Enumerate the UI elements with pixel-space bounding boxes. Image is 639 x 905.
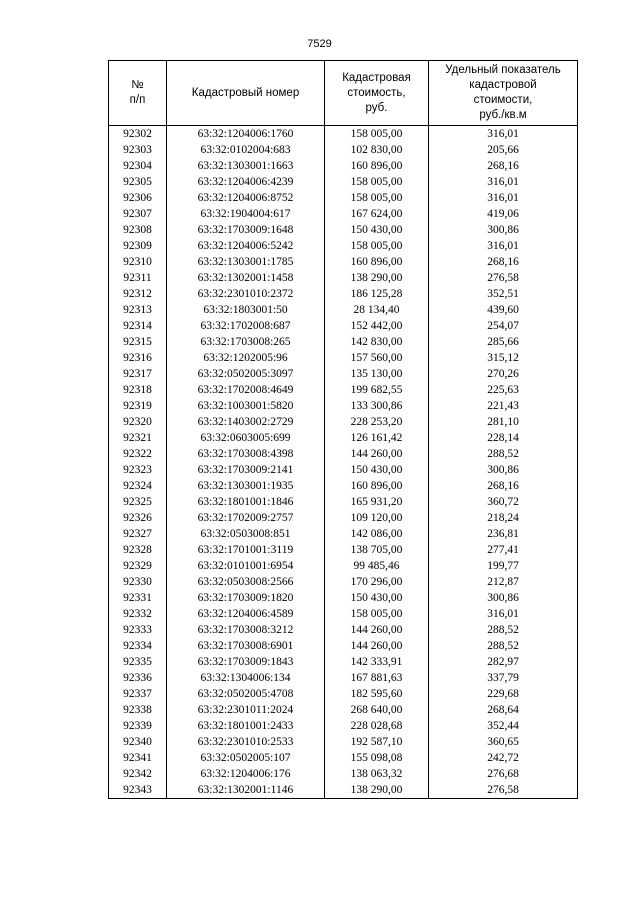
table-row	[109, 622, 578, 638]
cadastral-number-cell: 63:32:1904004:617	[167, 206, 325, 222]
specific-value-cell: 337,79	[429, 670, 578, 686]
cadastral-number-cell: 63:32:1403002:2729	[167, 414, 325, 430]
row-number-cell: 92308	[109, 222, 167, 238]
table-header-row	[109, 61, 578, 126]
cadastral-number-cell: 63:32:1204006:4239	[167, 174, 325, 190]
row-number-cell: 92318	[109, 382, 167, 398]
row-number-cell: 92315	[109, 334, 167, 350]
table-row	[109, 174, 578, 190]
table-row	[109, 190, 578, 206]
cadastral-value-cell: 142 086,00	[325, 526, 429, 542]
header-specific-value-line: стоимости,	[473, 94, 533, 106]
table-row	[109, 638, 578, 654]
row-number-cell: 92307	[109, 206, 167, 222]
cadastral-value-cell: 199 682,55	[325, 382, 429, 398]
table-row	[109, 334, 578, 350]
row-number-cell: 92336	[109, 670, 167, 686]
row-number-cell: 92337	[109, 686, 167, 702]
cadastral-number-cell: 63:32:1303001:1785	[167, 254, 325, 270]
row-number-cell: 92304	[109, 158, 167, 174]
specific-value-cell: 270,26	[429, 366, 578, 382]
cadastral-value-cell: 142 333,91	[325, 654, 429, 670]
table-row	[109, 510, 578, 526]
cadastral-number-cell: 63:32:1703009:1843	[167, 654, 325, 670]
cadastral-number-cell: 63:32:1204006:176	[167, 766, 325, 782]
specific-value-cell: 360,72	[429, 494, 578, 510]
cadastral-number-cell: 63:32:1303001:1663	[167, 158, 325, 174]
specific-value-cell: 288,52	[429, 622, 578, 638]
specific-value-cell: 212,87	[429, 574, 578, 590]
table-row	[109, 494, 578, 510]
row-number-cell: 92334	[109, 638, 167, 654]
row-number-cell: 92316	[109, 350, 167, 366]
specific-value-cell: 276,68	[429, 766, 578, 782]
cadastral-number-cell: 63:32:1801001:2433	[167, 718, 325, 734]
row-number-cell: 92305	[109, 174, 167, 190]
cadastral-value-cell: 150 430,00	[325, 590, 429, 606]
table-row	[109, 542, 578, 558]
cadastral-value-cell: 158 005,00	[325, 190, 429, 206]
header-row-number-line: №	[131, 79, 144, 91]
cadastral-number-cell: 63:32:1204006:1760	[167, 126, 325, 143]
cadastral-number-cell: 63:32:0502005:107	[167, 750, 325, 766]
row-number-cell: 92319	[109, 398, 167, 414]
cadastral-value-cell: 28 134,40	[325, 302, 429, 318]
specific-value-cell: 205,66	[429, 142, 578, 158]
table-row	[109, 254, 578, 270]
specific-value-cell: 352,51	[429, 286, 578, 302]
cadastral-number-cell: 63:32:1304006:134	[167, 670, 325, 686]
specific-value-cell: 360,65	[429, 734, 578, 750]
table-row	[109, 558, 578, 574]
table-row	[109, 430, 578, 446]
table-row	[109, 478, 578, 494]
row-number-cell: 92324	[109, 478, 167, 494]
table-row	[109, 590, 578, 606]
cadastral-value-cell: 158 005,00	[325, 238, 429, 254]
cadastral-number-cell: 63:32:0101001:6954	[167, 558, 325, 574]
cadastral-value-cell: 99 485,46	[325, 558, 429, 574]
row-number-cell: 92325	[109, 494, 167, 510]
cadastral-number-cell: 63:32:0102004:683	[167, 142, 325, 158]
row-number-cell: 92306	[109, 190, 167, 206]
header-cadastral-value-line: Кадастровая	[342, 71, 411, 84]
cadastral-value-cell: 192 587,10	[325, 734, 429, 750]
header-specific-value	[429, 61, 578, 126]
specific-value-cell: 300,86	[429, 462, 578, 478]
cadastral-number-cell: 63:32:1204006:5242	[167, 238, 325, 254]
row-number-cell: 92328	[109, 542, 167, 558]
specific-value-cell: 281,10	[429, 414, 578, 430]
cadastral-value-cell: 167 881,63	[325, 670, 429, 686]
cadastral-number-cell: 63:32:2301010:2533	[167, 734, 325, 750]
specific-value-cell: 316,01	[429, 190, 578, 206]
cadastral-value-cell: 170 296,00	[325, 574, 429, 590]
cadastral-value-cell: 144 260,00	[325, 638, 429, 654]
specific-value-cell: 277,41	[429, 542, 578, 558]
header-row-number-line: п/п	[129, 94, 146, 106]
cadastral-value-cell: 102 830,00	[325, 142, 429, 158]
row-number-cell: 92320	[109, 414, 167, 430]
table-row	[109, 126, 578, 143]
row-number-cell: 92341	[109, 750, 167, 766]
cadastral-value-cell: 158 005,00	[325, 174, 429, 190]
specific-value-cell: 236,81	[429, 526, 578, 542]
header-cadastral-value-line: стоимость,	[347, 86, 406, 99]
table-row	[109, 398, 578, 414]
header-specific-value-line: Удельный показатель	[445, 64, 561, 76]
table-row	[109, 462, 578, 478]
table-row	[109, 750, 578, 766]
cadastral-number-cell: 63:32:1703008:265	[167, 334, 325, 350]
cadastral-number-cell: 63:32:1703008:4398	[167, 446, 325, 462]
row-number-cell: 92342	[109, 766, 167, 782]
row-number-cell: 92338	[109, 702, 167, 718]
cadastral-number-cell: 63:32:1702008:687	[167, 318, 325, 334]
table-row	[109, 318, 578, 334]
table-row	[109, 702, 578, 718]
specific-value-cell: 228,14	[429, 430, 578, 446]
specific-value-cell: 282,97	[429, 654, 578, 670]
cadastral-value-cell: 167 624,00	[325, 206, 429, 222]
cadastral-value-cell: 138 705,00	[325, 542, 429, 558]
cadastral-number-cell: 63:32:0502005:4708	[167, 686, 325, 702]
row-number-cell: 92314	[109, 318, 167, 334]
header-specific-value-line: руб./кв.м	[479, 109, 527, 121]
cadastral-number-cell: 63:32:1702008:4649	[167, 382, 325, 398]
specific-value-cell: 268,64	[429, 702, 578, 718]
table-row	[109, 238, 578, 254]
row-number-cell: 92343	[109, 782, 167, 799]
cadastral-number-cell: 63:32:1204006:8752	[167, 190, 325, 206]
specific-value-cell: 276,58	[429, 270, 578, 286]
specific-value-cell: 316,01	[429, 174, 578, 190]
cadastral-number-cell: 63:32:1302001:1146	[167, 782, 325, 799]
row-number-cell: 92309	[109, 238, 167, 254]
table-row	[109, 366, 578, 382]
row-number-cell: 92322	[109, 446, 167, 462]
cadastral-value-cell: 133 300,86	[325, 398, 429, 414]
cadastral-number-cell: 63:32:2301011:2024	[167, 702, 325, 718]
specific-value-cell: 268,16	[429, 254, 578, 270]
table-row	[109, 782, 578, 799]
cadastral-value-cell: 126 161,42	[325, 430, 429, 446]
cadastral-value-cell: 186 125,28	[325, 286, 429, 302]
row-number-cell: 92332	[109, 606, 167, 622]
cadastral-number-cell: 63:32:1303001:1935	[167, 478, 325, 494]
table-row	[109, 654, 578, 670]
row-number-cell: 92326	[109, 510, 167, 526]
specific-value-cell: 242,72	[429, 750, 578, 766]
specific-value-cell: 315,12	[429, 350, 578, 366]
row-number-cell: 92321	[109, 430, 167, 446]
table-row	[109, 286, 578, 302]
header-cadastral-value-line: руб.	[365, 101, 388, 114]
specific-value-cell: 419,06	[429, 206, 578, 222]
table-row	[109, 526, 578, 542]
cadastral-value-cell: 228 028,68	[325, 718, 429, 734]
cadastral-number-cell: 63:32:1703009:1648	[167, 222, 325, 238]
specific-value-cell: 225,63	[429, 382, 578, 398]
table-row	[109, 446, 578, 462]
table-row	[109, 670, 578, 686]
cadastral-value-cell: 268 640,00	[325, 702, 429, 718]
specific-value-cell: 229,68	[429, 686, 578, 702]
cadastral-number-cell: 63:32:1302001:1458	[167, 270, 325, 286]
cadastral-value-cell: 152 442,00	[325, 318, 429, 334]
table-row	[109, 222, 578, 238]
cadastral-number-cell: 63:32:1703009:1820	[167, 590, 325, 606]
row-number-cell: 92313	[109, 302, 167, 318]
row-number-cell: 92329	[109, 558, 167, 574]
specific-value-cell: 316,01	[429, 606, 578, 622]
cadastral-value-cell: 157 560,00	[325, 350, 429, 366]
cadastral-value-cell: 109 120,00	[325, 510, 429, 526]
cadastral-value-cell: 160 896,00	[325, 254, 429, 270]
row-number-cell: 92331	[109, 590, 167, 606]
table-row	[109, 158, 578, 174]
row-number-cell: 92333	[109, 622, 167, 638]
table-row	[109, 414, 578, 430]
specific-value-cell: 439,60	[429, 302, 578, 318]
specific-value-cell: 285,66	[429, 334, 578, 350]
cadastral-value-cell: 160 896,00	[325, 478, 429, 494]
cadastral-value-cell: 138 063,32	[325, 766, 429, 782]
table-row	[109, 606, 578, 622]
cadastral-number-cell: 63:32:1703009:2141	[167, 462, 325, 478]
specific-value-cell: 276,58	[429, 782, 578, 799]
cadastral-value-cell: 135 130,00	[325, 366, 429, 382]
cadastral-number-cell: 63:32:1003001:5820	[167, 398, 325, 414]
cadastral-number-cell: 63:32:1803001:50	[167, 302, 325, 318]
row-number-cell: 92327	[109, 526, 167, 542]
row-number-cell: 92323	[109, 462, 167, 478]
specific-value-cell: 316,01	[429, 238, 578, 254]
cadastral-value-cell: 182 595,60	[325, 686, 429, 702]
row-number-cell: 92335	[109, 654, 167, 670]
cadastral-number-cell: 63:32:0503008:851	[167, 526, 325, 542]
specific-value-cell: 316,01	[429, 126, 578, 143]
cadastral-value-cell: 228 253,20	[325, 414, 429, 430]
specific-value-cell: 199,77	[429, 558, 578, 574]
cadastral-value-table	[108, 60, 578, 799]
table-row	[109, 302, 578, 318]
row-number-cell: 92311	[109, 270, 167, 286]
specific-value-cell: 268,16	[429, 158, 578, 174]
row-number-cell: 92317	[109, 366, 167, 382]
row-number-cell: 92339	[109, 718, 167, 734]
table-row	[109, 766, 578, 782]
cadastral-number-cell: 63:32:2301010:2372	[167, 286, 325, 302]
specific-value-cell: 221,43	[429, 398, 578, 414]
cadastral-value-cell: 158 005,00	[325, 126, 429, 143]
header-specific-value-line: кадастровой	[469, 79, 537, 91]
cadastral-value-cell: 160 896,00	[325, 158, 429, 174]
cadastral-number-cell: 63:32:1801001:1846	[167, 494, 325, 510]
table-row	[109, 686, 578, 702]
cadastral-value-cell: 142 830,00	[325, 334, 429, 350]
cadastral-number-cell: 63:32:1703008:3212	[167, 622, 325, 638]
specific-value-cell: 300,86	[429, 590, 578, 606]
table-row	[109, 270, 578, 286]
cadastral-value-cell: 150 430,00	[325, 222, 429, 238]
table-body	[109, 126, 578, 799]
table-row	[109, 350, 578, 366]
specific-value-cell: 218,24	[429, 510, 578, 526]
row-number-cell: 92302	[109, 126, 167, 143]
header-row-number	[109, 61, 167, 126]
row-number-cell: 92310	[109, 254, 167, 270]
table-row	[109, 734, 578, 750]
cadastral-number-cell: 63:32:1202005:96	[167, 350, 325, 366]
specific-value-cell: 254,07	[429, 318, 578, 334]
cadastral-value-cell: 165 931,20	[325, 494, 429, 510]
cadastral-number-cell: 63:32:1703008:6901	[167, 638, 325, 654]
header-cadastral-number: Кадастровый номер	[167, 61, 325, 126]
table-row	[109, 382, 578, 398]
row-number-cell: 92312	[109, 286, 167, 302]
cadastral-number-cell: 63:32:1702009:2757	[167, 510, 325, 526]
table-row	[109, 142, 578, 158]
specific-value-cell: 288,52	[429, 446, 578, 462]
specific-value-cell: 300,86	[429, 222, 578, 238]
cadastral-number-cell: 63:32:0503008:2566	[167, 574, 325, 590]
header-cadastral-value	[325, 61, 429, 126]
row-number-cell: 92340	[109, 734, 167, 750]
cadastral-value-cell: 158 005,00	[325, 606, 429, 622]
cadastral-value-cell: 144 260,00	[325, 446, 429, 462]
cadastral-number-cell: 63:32:0502005:3097	[167, 366, 325, 382]
specific-value-cell: 288,52	[429, 638, 578, 654]
row-number-cell: 92330	[109, 574, 167, 590]
table-row	[109, 206, 578, 222]
cadastral-value-cell: 144 260,00	[325, 622, 429, 638]
table-row	[109, 718, 578, 734]
cadastral-number-cell: 63:32:0603005:699	[167, 430, 325, 446]
row-number-cell: 92303	[109, 142, 167, 158]
cadastral-number-cell: 63:32:1204006:4589	[167, 606, 325, 622]
cadastral-number-cell: 63:32:1701001:3119	[167, 542, 325, 558]
cadastral-value-cell: 155 098,08	[325, 750, 429, 766]
page-number: 7529	[307, 38, 332, 50]
cadastral-value-cell: 138 290,00	[325, 270, 429, 286]
cadastral-value-cell: 150 430,00	[325, 462, 429, 478]
specific-value-cell: 268,16	[429, 478, 578, 494]
table-row	[109, 574, 578, 590]
specific-value-cell: 352,44	[429, 718, 578, 734]
cadastral-value-cell: 138 290,00	[325, 782, 429, 799]
